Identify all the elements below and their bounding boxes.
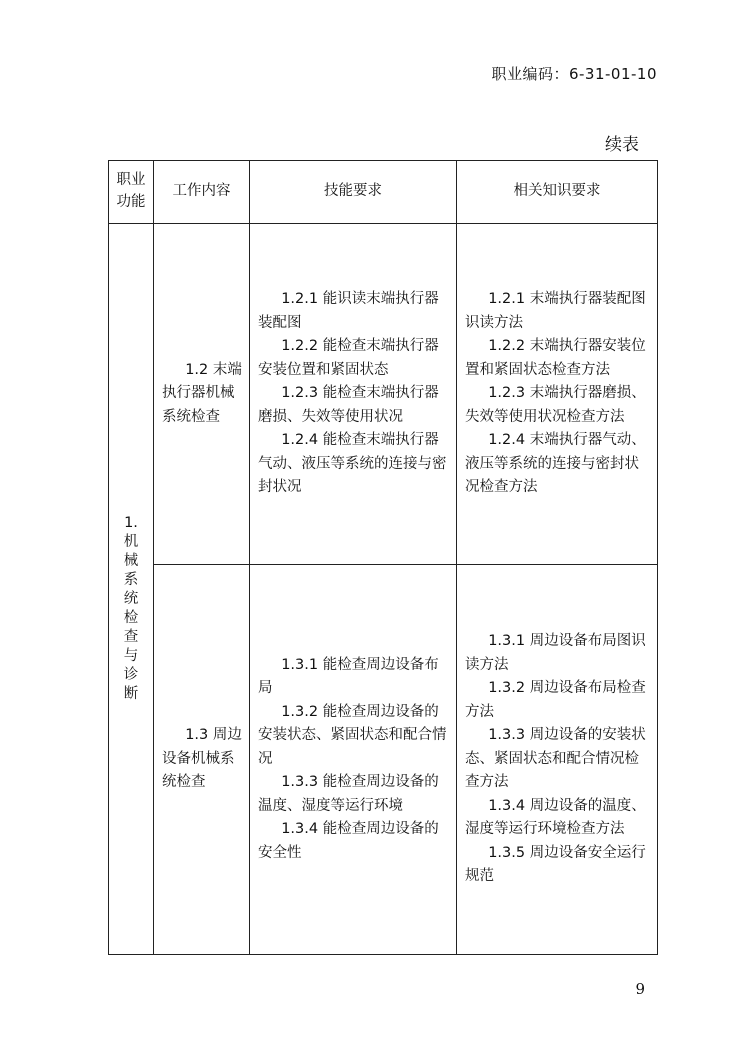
knowledge-item: 1.2.2 末端执行器安装位置和紧固状态检查方法 — [465, 338, 646, 378]
function-cell — [109, 224, 154, 955]
occupation-code: 职业编码：6-31-01-10 — [491, 65, 657, 83]
skill-item: 1.2.2 能检查末端执行器安装位置和紧固状态 — [258, 338, 439, 378]
table-row — [109, 224, 658, 565]
skills-cell — [250, 224, 457, 565]
skill-standard-table — [108, 160, 658, 955]
function-label: 1.机械系统检查与诊断 — [123, 514, 139, 702]
skills-cell — [250, 565, 457, 955]
page-number: 9 — [635, 980, 645, 998]
work-content-cell — [154, 565, 250, 955]
continued-label: 续表 — [605, 135, 639, 155]
work-content-cell — [154, 224, 250, 565]
knowledge-item: 1.3.1 周边设备布局图识读方法 — [465, 633, 646, 673]
skill-item: 1.2.4 能检查末端执行器气动、液压等系统的连接与密封状况 — [258, 432, 447, 496]
header-function: 职业功能 — [109, 161, 154, 224]
knowledge-cell — [457, 224, 658, 565]
skill-item: 1.3.3 能检查周边设备的温度、湿度等运行环境 — [258, 774, 439, 814]
knowledge-cell — [457, 565, 658, 955]
knowledge-item: 1.3.4 周边设备的温度、湿度等运行环境检查方法 — [465, 797, 646, 838]
table-row — [109, 565, 658, 955]
knowledge-item: 1.2.4 末端执行器气动、液压等系统的连接与密封状况检查方法 — [465, 432, 646, 496]
work-content-text: 1.2 末端执行器机械系统检查 — [162, 361, 242, 425]
header-knowledge: 相关知识要求 — [457, 161, 658, 224]
skill-item: 1.3.1 能检查周边设备布局 — [258, 656, 439, 697]
skill-item: 1.3.4 能检查周边设备的安全性 — [258, 821, 439, 861]
skill-item: 1.2.3 能检查末端执行器磨损、失效等使用状况 — [258, 385, 439, 425]
work-content-text: 1.3 周边设备机械系统检查 — [162, 727, 242, 791]
knowledge-item: 1.3.3 周边设备的安装状态、紧固状态和配合情况检查方法 — [465, 727, 646, 791]
header-work-content: 工作内容 — [154, 161, 250, 224]
knowledge-item: 1.2.3 末端执行器磨损、失效等使用状况检查方法 — [465, 385, 646, 425]
table-header-row — [109, 161, 658, 224]
skill-item: 1.3.2 能检查周边设备的安装状态、紧固状态和配合情况 — [258, 703, 447, 767]
knowledge-item: 1.3.5 周边设备安全运行规范 — [465, 844, 646, 885]
knowledge-item: 1.2.1 末端执行器装配图识读方法 — [465, 291, 646, 331]
header-skills: 技能要求 — [250, 161, 457, 224]
skill-item: 1.2.1 能识读末端执行器装配图 — [258, 291, 439, 331]
knowledge-item: 1.3.2 周边设备布局检查方法 — [465, 680, 646, 720]
